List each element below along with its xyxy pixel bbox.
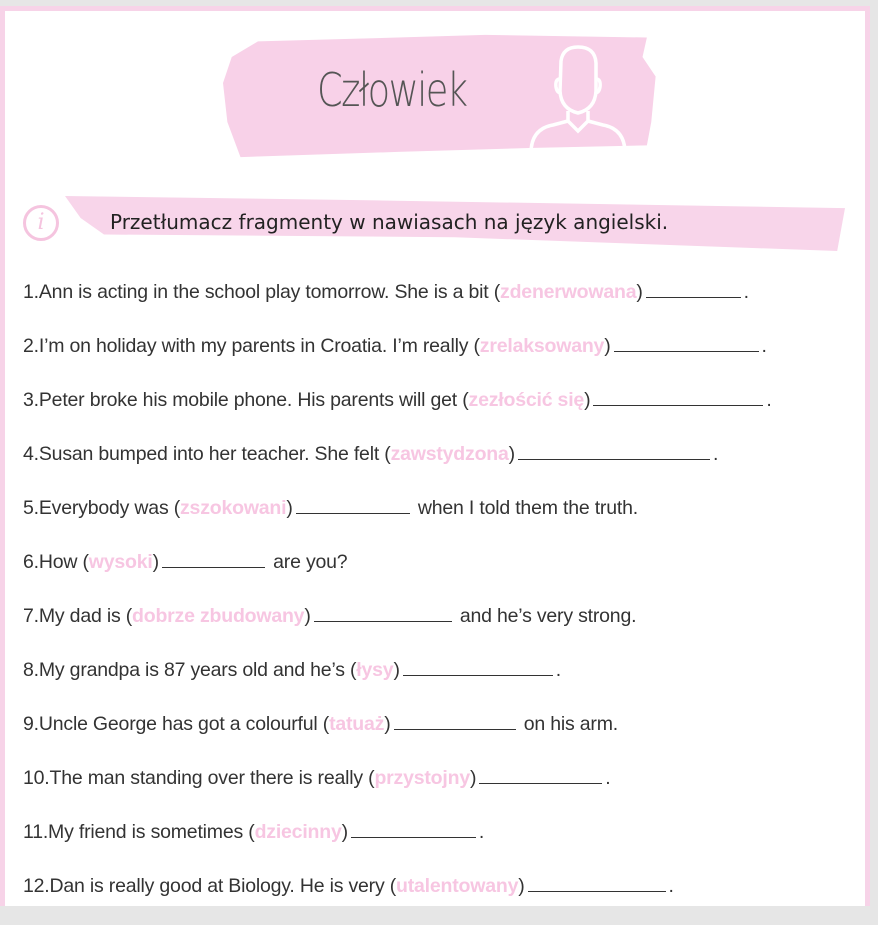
bracket: ) — [584, 389, 591, 411]
exercise-item — [23, 655, 873, 709]
bracket: ) — [393, 659, 400, 681]
answer-blank[interactable] — [528, 873, 666, 892]
exercise-item — [23, 601, 873, 655]
hint-word: zawstydzona — [390, 443, 509, 465]
bracket: ) — [152, 551, 159, 573]
hint-word: łysy — [356, 659, 394, 681]
sentence-end: . — [712, 443, 719, 465]
bracket: ) — [286, 497, 293, 519]
answer-blank[interactable] — [518, 441, 710, 460]
exercise-item — [23, 871, 873, 925]
hint-word: utalentowany — [396, 875, 519, 897]
bracket: ) — [508, 443, 515, 465]
hint-word: tatuaż — [329, 713, 385, 735]
sentence-end: . — [761, 335, 767, 357]
answer-blank[interactable] — [614, 333, 759, 352]
bracket: ) — [341, 821, 348, 843]
hint-word: wysoki — [88, 551, 153, 573]
answer-blank[interactable] — [162, 549, 265, 568]
bracket: ) — [469, 767, 477, 789]
answer-blank[interactable] — [296, 495, 410, 514]
bracket: ) — [304, 605, 311, 627]
bracket: ) — [384, 713, 391, 735]
bracket: ) — [636, 281, 643, 303]
sentence-text: 9.Uncle George has got a colourful ( — [23, 713, 330, 735]
sentence-text: 4.Susan bumped into her teacher. She felt ( — [23, 443, 391, 465]
sentence-text: 7.My dad is ( — [23, 605, 133, 627]
sentence-end: when I told them the truth. — [417, 497, 638, 519]
sentence-end: . — [555, 659, 561, 681]
sentence-text: 8.My grandpa is 87 years old and he’s ( — [23, 659, 357, 681]
sentence-text: 12.Dan is really good at Biology. He is very ( — [23, 875, 397, 897]
sentence-text: 10.The man standing over there is really ( — [23, 767, 375, 789]
sentence-text: 1.Ann is acting in the school play tomorrow. She is a bit ( — [23, 281, 501, 303]
answer-blank[interactable] — [593, 387, 763, 406]
exercise-item — [23, 439, 873, 493]
exercise-item — [23, 763, 873, 817]
sentence-end: are you? — [273, 551, 348, 573]
sentence-end: and he’s very strong. — [459, 605, 637, 627]
page-title: Człowiek — [317, 63, 467, 117]
hint-word: zszokowani — [180, 497, 287, 519]
hint-word: przystojny — [374, 767, 470, 789]
sentence-end: . — [605, 767, 611, 789]
answer-blank[interactable] — [479, 765, 602, 784]
sentence-end: . — [743, 281, 749, 303]
person-icon — [523, 41, 633, 156]
worksheet-page — [0, 6, 870, 906]
exercise-item — [23, 277, 873, 331]
answer-blank[interactable] — [314, 603, 452, 622]
sentence-text: 3.Peter broke his mobile phone. His parents will get ( — [23, 389, 469, 411]
exercise-list — [23, 277, 873, 925]
sentence-text: 11.My friend is sometimes ( — [23, 821, 255, 843]
sentence-end: . — [766, 389, 772, 411]
instruction-text: Przetłumacz fragmenty w nawiasach na język angielski. — [110, 210, 669, 234]
answer-blank[interactable] — [403, 657, 553, 676]
bracket: ) — [518, 875, 525, 897]
sentence-end: on his arm. — [523, 713, 618, 735]
exercise-item — [23, 547, 873, 601]
exercise-item — [23, 331, 873, 385]
exercise-item — [23, 385, 873, 439]
hint-word: zdenerwowana — [500, 281, 637, 303]
sentence-end: . — [478, 821, 485, 843]
answer-blank[interactable] — [394, 711, 516, 730]
hint-word: zrelaksowany — [479, 335, 605, 357]
answer-blank[interactable] — [351, 819, 476, 838]
sentence-end: . — [668, 875, 674, 897]
hint-word: dziecinny — [254, 821, 342, 843]
exercise-item — [23, 709, 873, 763]
bracket: ) — [604, 335, 611, 357]
sentence-text: 6.How ( — [23, 551, 89, 573]
sentence-text: 5.Everybody was ( — [23, 497, 180, 519]
hint-word: zezłościć się — [468, 389, 585, 411]
info-icon: i — [23, 205, 59, 241]
exercise-item — [23, 493, 873, 547]
sentence-text: 2.I’m on holiday with my parents in Croatia. I’m really ( — [23, 335, 480, 357]
hint-word: dobrze zbudowany — [132, 605, 305, 627]
answer-blank[interactable] — [646, 279, 741, 298]
exercise-item — [23, 817, 873, 871]
